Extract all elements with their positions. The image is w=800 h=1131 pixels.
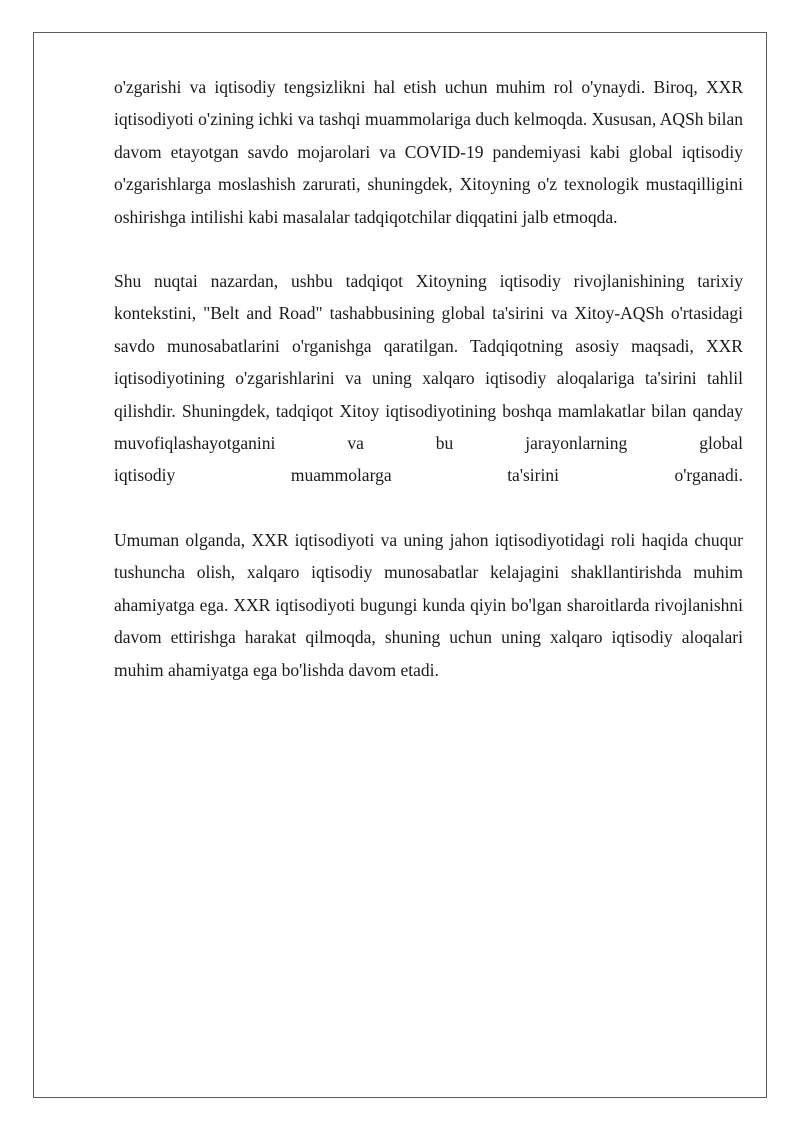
paragraph-2-last-line: [114, 459, 743, 491]
word: muammolarga: [290, 465, 392, 486]
word: o'rganadi.: [674, 465, 743, 486]
paragraph-1: o'zgarishi va iqtisodiy tengsizlikni hal etish uchun muhim rol o'ynaydi. Biroq, XXR iqtisodiyoti o'zining ichki va tashqi muammolariga duch kelmoqda. Xususan, AQSh bilan davom etayotgan savdo mojarolari va COVID-19 pandemiyasi kabi global iqtisodiy o'zgarishlarga moslashish zarurati, shuningdek, Xitoyning o'z texnologik mustaqilligini oshirishga intilishi kabi masalalar tadqiqotchilar diqqatini jalb etmoqda.: [114, 77, 743, 227]
word: ta'sirini: [507, 465, 559, 486]
paragraph-2-body: Shu nuqtai nazardan, ushbu tadqiqot Xitoyning iqtisodiy rivojlanishining tarixiy kontekstini, "Belt and Road" tashabbusining global ta'sirini va Xitoy-AQSh o'rtasidagi savdo munosabatlarini o'rganishga qaratilgan. Tadqiqotning asosiy maqsadi, XXR iqtisodiyotining o'zgarishlarini va uning xalqaro iqtisodiy aloqalariga ta'sirini tahlil qilishdir. Shuningdek, tadqiqot Xitoy iqtisodiyotining boshqa mamlakatlar bilan qanday muvofiqlashayotganini va bu jarayonlarning global: [114, 271, 743, 454]
document-body: [114, 71, 743, 686]
word: iqtisodiy: [114, 465, 176, 486]
paragraph-3: Umuman olganda, XXR iqtisodiyoti va uning jahon iqtisodiyotidagi roli haqida chuqur tushuncha olish, xalqaro iqtisodiy munosabatlar kelajagini shakllantirishda muhim ahamiyatga ega. XXR iqtisodiyoti bugungi kunda qiyin bo'lgan sharoitlarda rivojlanishni davom ettirishga harakat qilmoqda, shuning uchun uning xalqaro iqtisodiy aloqalari muhim ahamiyatga ega bo'lishda davom etadi.: [114, 529, 743, 680]
paragraph-2: [114, 265, 743, 492]
